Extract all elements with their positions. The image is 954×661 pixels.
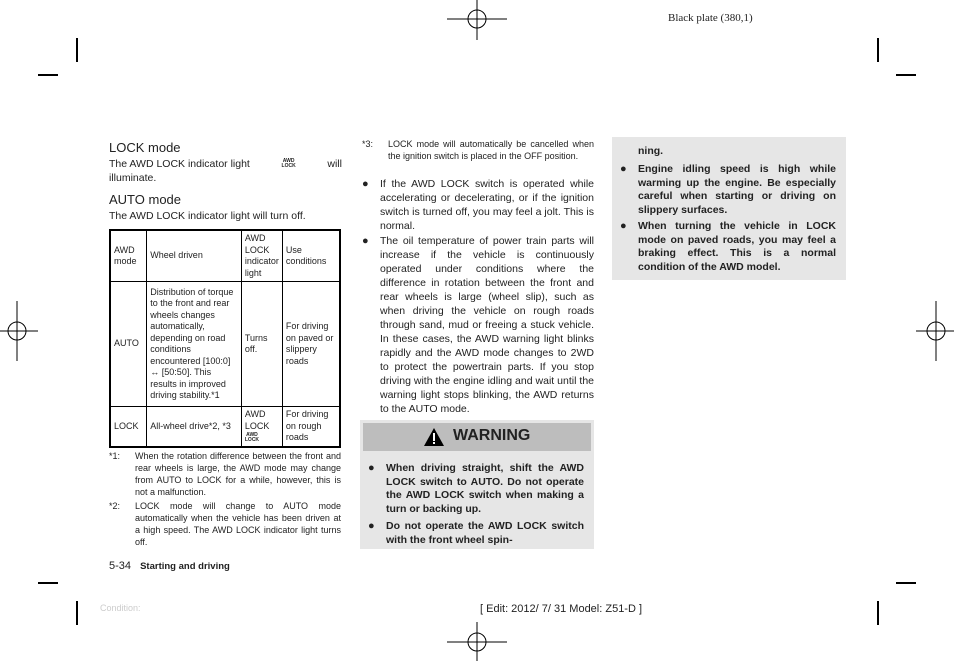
edit-info: [ Edit: 2012/ 7/ 31 Model: Z51-D ] xyxy=(480,603,643,615)
footnote-2: *2: LOCK mode will change to AUTO mode automatically when the vehicle has been driven at a high speed. The AWD LOCK indicator light turns off. xyxy=(109,501,341,547)
auto-mode-heading: AUTO mode xyxy=(109,192,182,207)
awd-lock-indicator-icon: AWD LOCK xyxy=(281,158,296,169)
lock-mode-text: The AWD LOCK indicator light AWD LOCK will illuminate. xyxy=(109,158,342,184)
table-cell: LOCK xyxy=(110,407,147,447)
page-number: 5-34 xyxy=(109,560,132,572)
footnote-3: *3: LOCK mode will automatically be cancelled when the ignition switch is placed in the OFF position. xyxy=(362,139,594,161)
note-bullet-2: ● The oil temperature of power train parts will increase if the vehicle is continuously operated under conditions where the difference in rotation between the front and rear wheels is large (wheel slip), such as when driving the vehicle on rough roads through sand, mud or freeing a stuck vehicle. In these cases, the AWD warning light blinks rapidly and the AWD mode changes to 2WD to protect the powertrain parts. If you stop driving with the engine idling and wait until the warning light stops blinking, the AWD returns to the AUTO mode. xyxy=(362,235,594,415)
table-header-use: Use conditions xyxy=(282,230,340,282)
footnote-1: *1: When the rotation difference between the front and rear wheels is large, the AWD mode may change from AUTO to LOCK for a while, however, this is not a malfunction. xyxy=(109,451,341,497)
awd-mode-table xyxy=(109,229,341,448)
table-cell: AUTO xyxy=(110,282,147,407)
table-cell: For driving on rough roads xyxy=(282,407,340,447)
table-cell: AWD LOCK AWD LOCK xyxy=(241,407,282,447)
table-header-wheel: Wheel driven xyxy=(147,230,242,282)
plate-label: Black plate (380,1) xyxy=(668,12,753,24)
table-header-indicator: AWD LOCK indicator light xyxy=(241,230,282,282)
table-cell: All-wheel drive*2, *3 xyxy=(147,407,242,447)
warning-header xyxy=(363,423,591,451)
note-bullet-1: ● If the AWD LOCK switch is operated while accelerating or decelerating, or if the ignition switch is turned off, you may feel a jolt. This is normal. xyxy=(362,178,594,232)
auto-mode-text: The AWD LOCK indicator light will turn off. xyxy=(109,210,306,222)
warning-box: WARNING ● When driving straight, shift the AWD LOCK switch to AUTO. Do not operate the AWD LOCK switch when making a turn or backing up. ● Do not operate the AWD LOCK switch with the front wheel spin- xyxy=(360,420,594,549)
warning-box-continued: ning. ● Engine idling speed is high while warming up the engine. Be especially careful when starting or driving on slippery surfaces. ● When turning the vehicle in LOCK mode on paved roads, you may feel a braking effect. This is a normal condition of the AWD model. xyxy=(612,137,846,280)
warning-continuation: ning. xyxy=(638,145,664,157)
table-header-mode: AWD mode xyxy=(110,230,147,282)
page-footer xyxy=(109,560,230,572)
awd-lock-indicator-icon: AWD LOCK xyxy=(244,431,260,443)
table-cell: For driving on paved or slippery roads xyxy=(282,282,340,407)
table-cell: Turns off. xyxy=(241,282,282,407)
warning-triangle-icon xyxy=(423,427,445,447)
section-title: Starting and driving xyxy=(140,561,230,572)
table-cell: Distribution of torque to the front and rear wheels changes automatically, depending on road conditions encountered [100:0] ↔ [50:50]. This results in improved driving stability.*1 xyxy=(147,282,242,407)
condition-label: Condition: xyxy=(100,603,141,613)
lock-mode-heading: LOCK mode xyxy=(109,140,181,155)
warning-title: WARNING xyxy=(453,427,531,444)
